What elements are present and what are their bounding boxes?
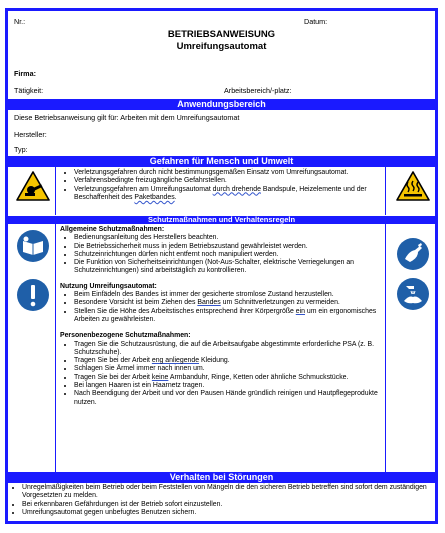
schutz-content (60, 226, 382, 407)
document-frame (5, 8, 438, 524)
hand-injury-warning-icon (16, 171, 50, 201)
list-item: • Umreifungsautomat gegen unbefugtes Benutzen sichern. (22, 509, 433, 517)
divider (385, 167, 386, 215)
list-item: • Nach Beendigung der Arbeit und vor den Pausen Hände gründlich reinigen und Hautpflegeprodukte nutzen. (74, 390, 382, 407)
skin-protection-icon (396, 237, 430, 271)
geltung-text: Diese Betriebsanweisung gilt für: Arbeiten mit dem Umreifungsautomat (14, 113, 240, 122)
list-item: • Die Funktion von Sicherheitseinrichtungen (Not-Aus-Schalter, elektrische Verriegelungen an Schutzeinrichtungen) sind arbeitstäglich zu kontrollieren. (74, 259, 382, 276)
divider (55, 167, 56, 215)
anwendungsbereich-heading: Anwendungsbereich (8, 99, 435, 110)
list-item: • Tragen Sie die Schutzausrüstung, die auf die Arbeitsaufgabe abgestimmte erforderliche PSA (z. B. Schutzschuhe). (74, 341, 382, 358)
page-subtitle: Umreifungsautomat (176, 41, 267, 52)
list-item: • Beim Einfädeln des Bandes ist immer der gesicherte stromlose Zustand herzustellen. (74, 291, 382, 299)
list-item: • Verletzungsgefahren am Umreifungsautomat durch drehende Bandspule, Heizelemente und der Beschaffenheit des Paketbandes. (74, 186, 382, 203)
nutzung-title: Nutzung Umreifungsautomat: (60, 282, 157, 290)
list-item: • Unregelmäßigkeiten beim Betrieb oder beim Feststellen von Mängeln die den sicheren Betrieb betreffen sind sofort dem zuständigen Vorgesetzten zu melden. (22, 484, 433, 501)
list-item: • Bei langen Haaren ist ein Haarnetz tragen. (74, 382, 382, 390)
general-mandatory-icon (16, 278, 50, 312)
personen-title: Personenbezogene Schutzmaßnahmen: (60, 332, 191, 340)
typ-label: Typ: (14, 145, 28, 154)
nr-label: Nr.: (14, 17, 26, 26)
firma-label: Firma: (14, 69, 36, 78)
list-item: • Verletzungsgefahren durch nicht bestimmungsgemäßen Einsatz vom Umreifungsautomat. (74, 169, 382, 177)
datum-label: Datum: (304, 17, 328, 26)
divider (55, 224, 56, 472)
hersteller-label: Hersteller: (14, 130, 47, 139)
taetigkeit-label: Tätigkeit: (14, 86, 44, 95)
wash-hands-icon (396, 277, 430, 311)
page-title: BETRIEBSANWEISUNG (167, 29, 276, 40)
list-item: • Schlagen Sie Ärmel immer nach innen um. (74, 365, 382, 373)
hot-surface-warning-icon (396, 171, 430, 201)
gefahren-list (60, 169, 382, 202)
list-item: • Die Betriebssicherheit muss in jedem Betriebszustand gewährleistet werden. (74, 243, 382, 251)
list-item: • Tragen Sie bei der Arbeit eng anliegende Kleidung. (74, 357, 382, 365)
divider (385, 224, 386, 472)
list-item: • Stellen Sie die Höhe des Arbeitstisches entsprechend ihrer Körpergröße ein um ein ergonomisches Arbeiten zu gewährleisten. (74, 308, 382, 325)
arbeitsbereich-label: Arbeitsbereich/-platz: (224, 86, 292, 95)
list-item: • Besondere Vorsicht ist beim Ziehen des Bandes um Schnittverletzungen zu vermeiden. (74, 299, 382, 307)
gefahren-heading: Gefahren für Mensch und Umwelt (8, 156, 435, 167)
stoerungen-list (8, 484, 433, 517)
list-item: • Bedienungsanleitung des Herstellers beachten. (74, 234, 382, 242)
read-manual-icon (16, 229, 50, 263)
stoerungen-heading: Verhalten bei Störungen (8, 472, 435, 483)
list-item: • Verfahrensbedingte freizugängliche Gefahrstellen. (74, 177, 382, 185)
list-item: • Tragen Sie bei der Arbeit keine Armbanduhr, Ringe, Ketten oder ähnliche Schmuckstücke. (74, 374, 382, 382)
list-item: • Schutzeinrichtungen dürfen nicht entfernt noch manipuliert werden. (74, 251, 382, 259)
schutz-heading: Schutzmaßnahmen und Verhaltensregeln (8, 216, 435, 224)
allgemein-title: Allgemeine Schutzmaßnahmen: (60, 226, 165, 233)
list-item: • Bei erkennbaren Gefährdungen ist der Betrieb sofort einzustellen. (22, 501, 433, 509)
